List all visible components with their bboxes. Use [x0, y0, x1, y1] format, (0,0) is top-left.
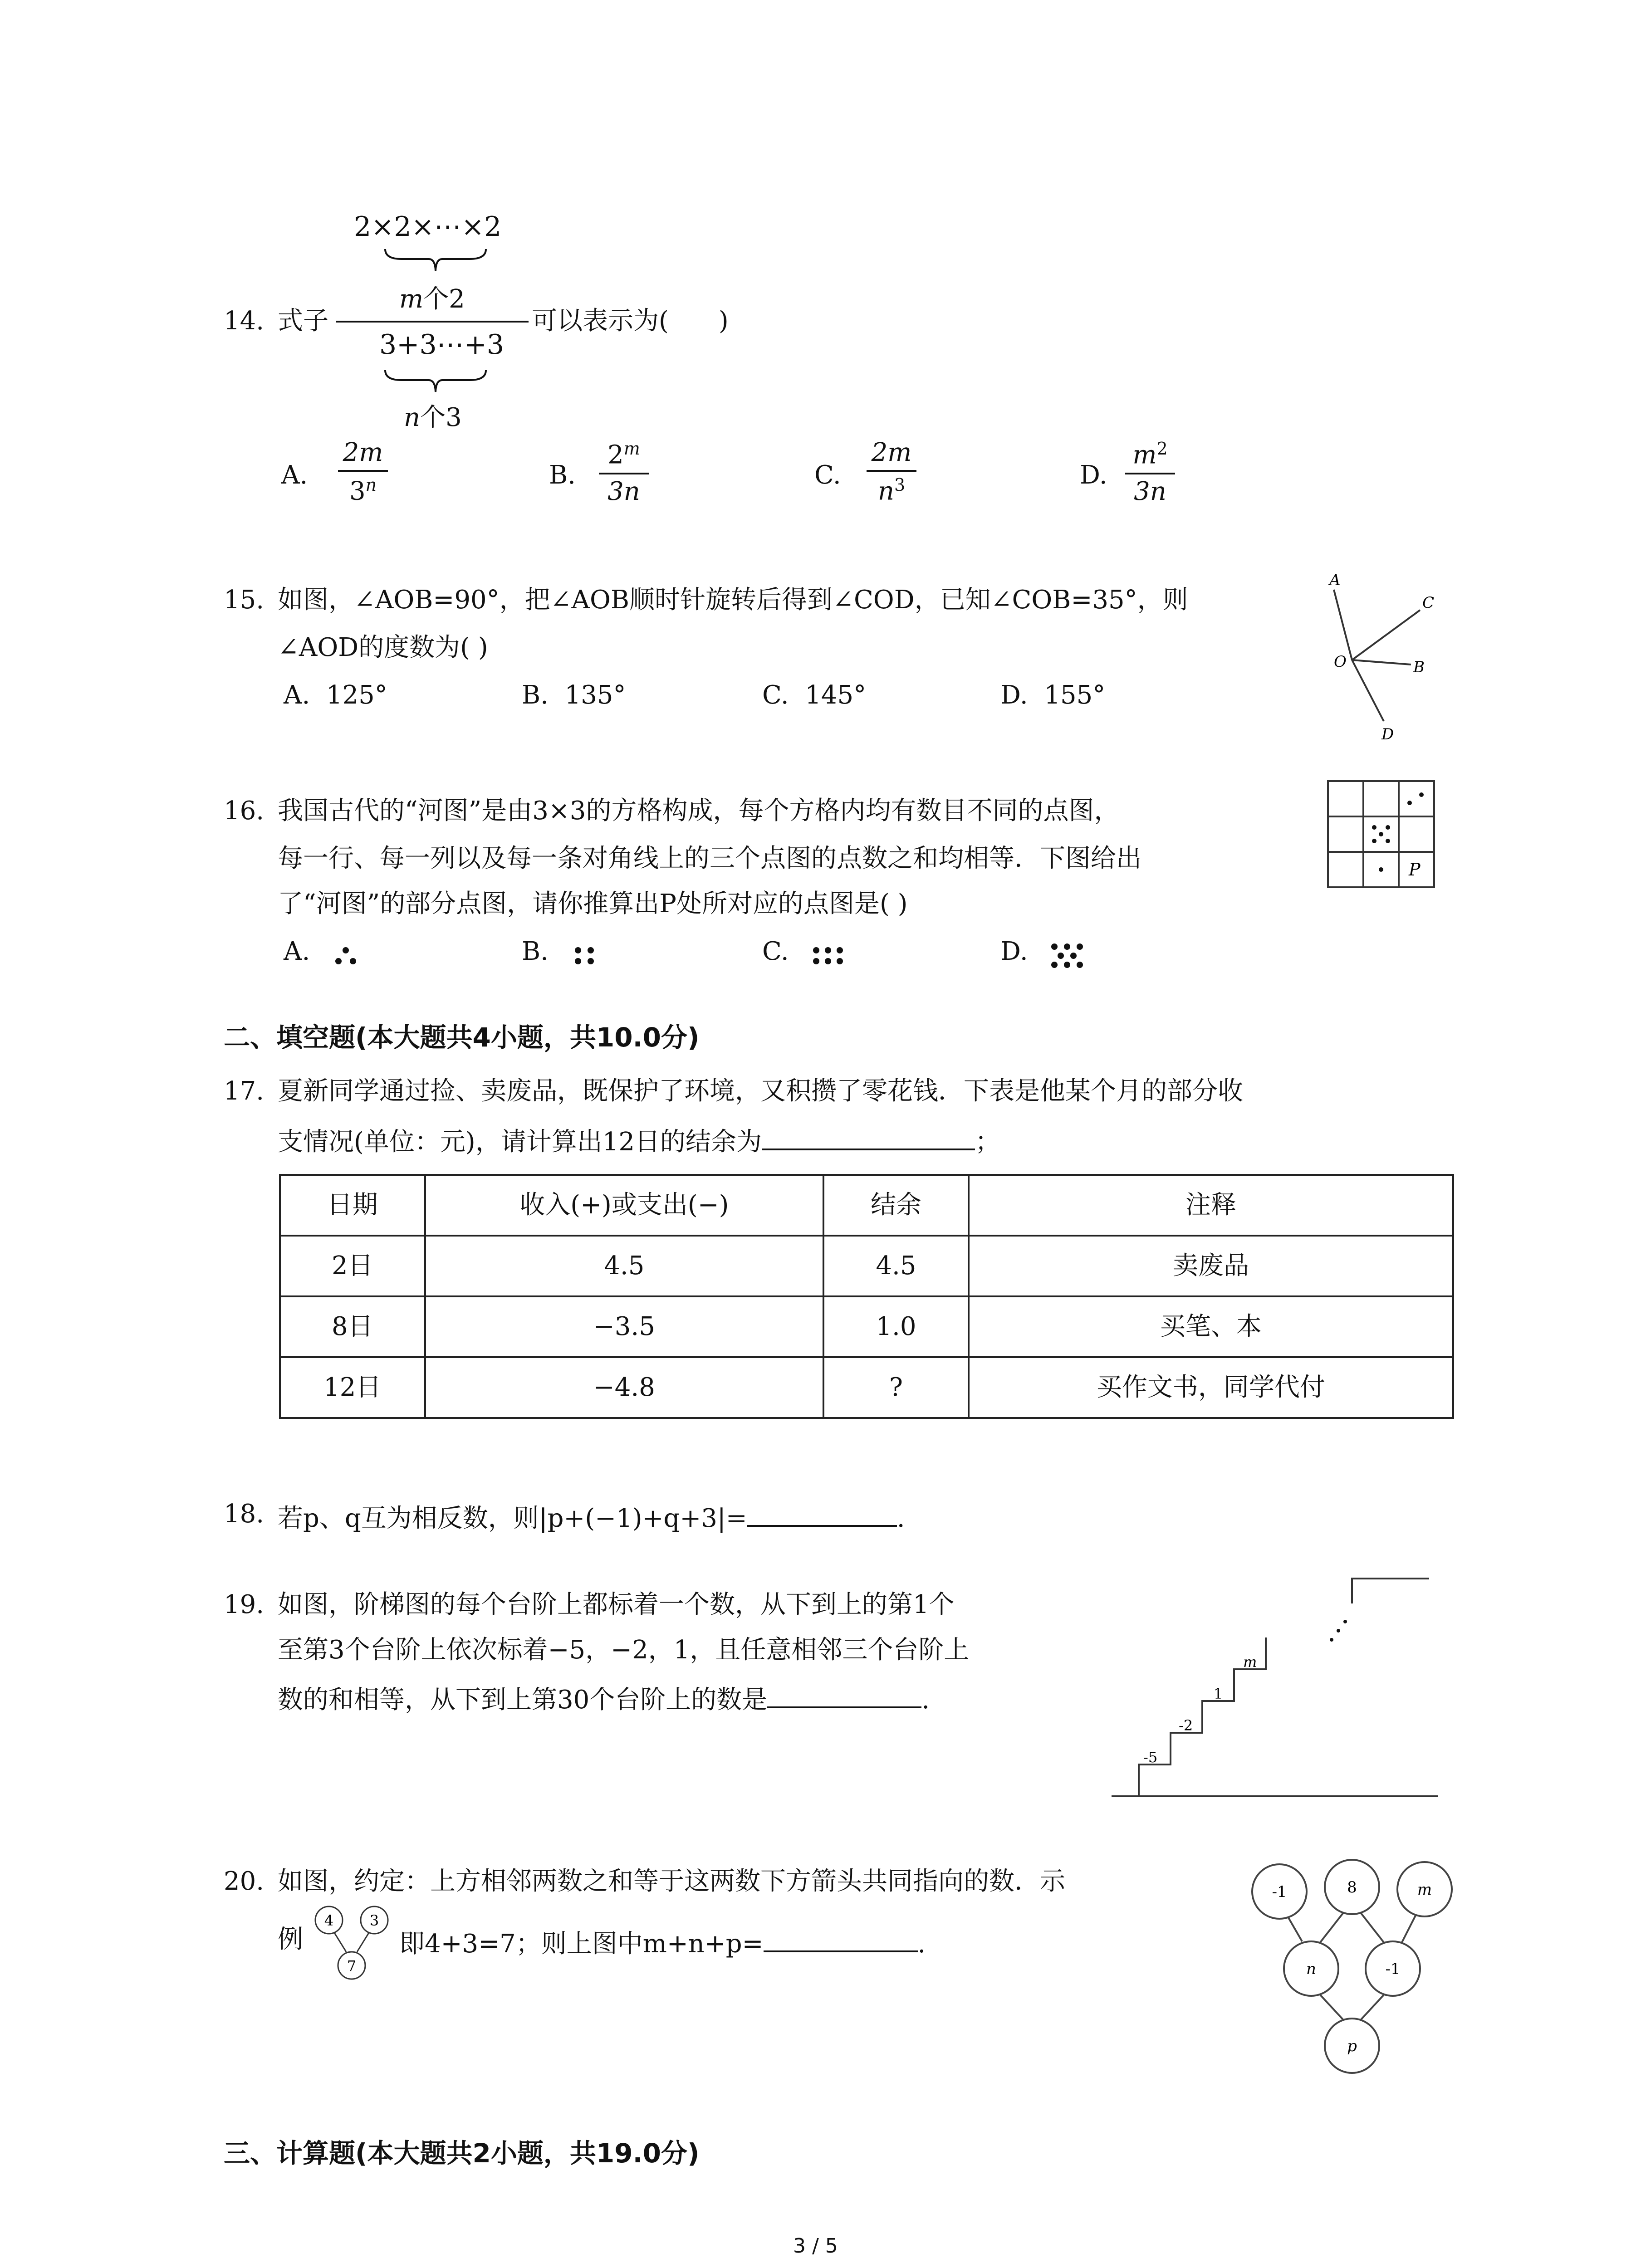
q15-line1: 如图，∠AOB=90°，把∠AOB顺时针旋转后得到∠COD，已知∠COB=35°，则 [278, 585, 1188, 615]
section-2-heading: 二、填空题(本大题共4小题，共10.0分) [224, 1022, 700, 1053]
q16-option-a-dots [333, 943, 361, 966]
q20-node-top-3: m [1417, 1881, 1432, 1899]
q14-tail: 可以表示为( ) [532, 306, 729, 336]
table-cell: 买作文书，同学代付 [969, 1357, 1453, 1418]
q14-option-d-fraction: $m^2$ 3n [1125, 440, 1175, 504]
table-cell: −3.5 [425, 1296, 824, 1357]
q17-header-amount: 收入(+)或支出(−) [425, 1175, 824, 1236]
q17-table [279, 1174, 1454, 1419]
q14-option-a-label[interactable]: A. [281, 460, 308, 490]
q17-line2: 支情况(单位：元)，请计算出12日的结余为 ； [278, 1125, 1000, 1155]
q15-number: 15. [224, 585, 265, 615]
q17-line1: 夏新同学通过捡、卖废品，既保护了环境，又积攒了零花钱．下表是他某个月的部分收 [278, 1076, 1243, 1106]
q19-line1: 如图，阶梯图的每个台阶上都标着一个数，从下到上的第1个 [278, 1590, 955, 1619]
table-cell: 2日 [280, 1236, 425, 1296]
q14-number: 14. [224, 306, 265, 336]
q15-option-b[interactable]: B. 135° [522, 680, 626, 710]
q17-header-balance: 结余 [823, 1175, 969, 1236]
page-number: 3 / 5 [793, 2234, 838, 2258]
q15-angle-figure [1320, 571, 1470, 743]
q19-step-label-4: m [1243, 1653, 1257, 1671]
q19-step-label-3: 1 [1214, 1685, 1223, 1702]
q20-node-bottom: p [1347, 2037, 1357, 2055]
table-row [280, 1357, 1453, 1418]
q20-answer-blank[interactable] [764, 1927, 918, 1952]
q14-bottom-count: n个3 [404, 403, 462, 432]
q19-step-label-2: -2 [1179, 1717, 1193, 1734]
q14-fraction-bar [336, 321, 529, 323]
q14-top-count: m个2 [399, 284, 465, 314]
q16-option-a-label[interactable]: A. [284, 937, 310, 966]
q16-option-c-dots [812, 943, 848, 966]
q16-grid-p-label: P [1409, 860, 1421, 880]
q16-grid-figure [1327, 780, 1436, 889]
q14-option-b-label[interactable]: B. [549, 460, 576, 490]
q20-example-sum: 7 [347, 1957, 357, 1975]
q20-node-top-2: 8 [1347, 1878, 1357, 1897]
q16-option-d-dots [1050, 942, 1087, 969]
q15-label-o: O [1334, 653, 1347, 671]
q20-line1: 如图，约定：上方相邻两数之和等于这两数下方箭头共同指向的数．示 [278, 1867, 1065, 1896]
q18-number: 18. [224, 1499, 265, 1529]
q17-answer-blank[interactable] [762, 1125, 975, 1150]
q15-option-a[interactable]: A. 125° [284, 680, 387, 710]
q20-example-a: 4 [324, 1912, 334, 1929]
q15-label-c: C [1422, 594, 1435, 612]
table-cell: 1.0 [823, 1296, 969, 1357]
q19-step-label-1: -5 [1143, 1749, 1158, 1766]
table-cell: 4.5 [425, 1236, 824, 1296]
q19-stairs-figure [1112, 1569, 1438, 1805]
q20-number-tree-figure [1243, 1855, 1461, 2082]
q14-option-b-fraction: 2$^m$ 3n [599, 440, 649, 504]
q17-number: 17. [224, 1076, 265, 1106]
table-cell: 8日 [280, 1296, 425, 1357]
q17-header-date: 日期 [280, 1175, 425, 1236]
q15-label-d: D [1381, 725, 1394, 743]
q20-line2-b: 即4+3=7；则上图中m+n+p= . [399, 1927, 926, 1957]
q16-option-b-label[interactable]: B. [522, 937, 549, 966]
q19-answer-blank[interactable] [767, 1683, 921, 1708]
q17-header-note: 注释 [969, 1175, 1453, 1236]
q14-bottom-brace [383, 368, 488, 396]
q20-node-top-1: -1 [1272, 1883, 1287, 1901]
q15-option-d[interactable]: D. 155° [1000, 680, 1106, 710]
q15-label-b: B [1413, 658, 1425, 676]
q19-number: 19. [224, 1590, 265, 1619]
q19-line3: 数的和相等，从下到上第30个台阶上的数是 . [278, 1683, 930, 1713]
q16-option-c-label[interactable]: C. [762, 937, 789, 966]
q14-top-brace [383, 247, 488, 274]
table-row [280, 1236, 1453, 1296]
q18-text: 若p、q互为相反数，则|p+(−1)+q+3|= . [278, 1501, 905, 1531]
q14-top-expr: 2×2×⋯×2 [354, 211, 502, 243]
q15-option-c[interactable]: C. 145° [762, 680, 867, 710]
q15-label-a: A [1329, 571, 1341, 589]
table-row [280, 1296, 1453, 1357]
q20-node-mid-2: -1 [1385, 1960, 1401, 1978]
q19-line2: 至第3个台阶上依次标着−5，−2，1，且任意相邻三个台阶上 [278, 1635, 970, 1665]
q16-line2: 每一行、每一列以及每一条对角线上的三个点图的点数之和均相等．下图给出 [278, 844, 1141, 873]
table-cell: 卖废品 [969, 1236, 1453, 1296]
q20-node-mid-1: n [1306, 1960, 1316, 1978]
q17-table-header [280, 1175, 1453, 1236]
q15-line2: ∠AOD的度数为( ) [278, 633, 488, 662]
table-cell: 4.5 [823, 1236, 969, 1296]
q16-option-d-label[interactable]: D. [1000, 937, 1028, 966]
q14-lead: 式子 [278, 306, 328, 336]
q16-line3: 了“河图”的部分点图，请你推算出P处所对应的点图是( ) [278, 889, 908, 919]
table-cell: −4.8 [425, 1357, 824, 1418]
table-cell: ? [823, 1357, 969, 1418]
q14-option-d-label[interactable]: D. [1080, 460, 1107, 490]
q20-line2-a: 例 [278, 1925, 303, 1954]
q16-option-b-dots [574, 943, 601, 966]
q16-line1: 我国古代的“河图”是由3×3的方格构成，每个方格内均有数目不同的点图， [278, 796, 1120, 826]
q14-option-a-fraction: 2m 3$^n$ [338, 440, 388, 504]
q20-example-figure [311, 1903, 402, 1984]
q20-number: 20. [224, 1867, 265, 1896]
q16-number: 16. [224, 796, 265, 826]
table-cell: 买笔、本 [969, 1296, 1453, 1357]
q14-bottom-expr: 3+3⋯+3 [379, 329, 505, 361]
q14-option-c-label[interactable]: C. [814, 460, 841, 490]
q18-answer-blank[interactable] [747, 1501, 897, 1527]
table-cell: 12日 [280, 1357, 425, 1418]
section-3-heading: 三、计算题(本大题共2小题，共19.0分) [224, 2138, 700, 2169]
q14-option-c-fraction: 2m $n^3$ [867, 440, 916, 504]
q20-example-b: 3 [369, 1912, 379, 1929]
